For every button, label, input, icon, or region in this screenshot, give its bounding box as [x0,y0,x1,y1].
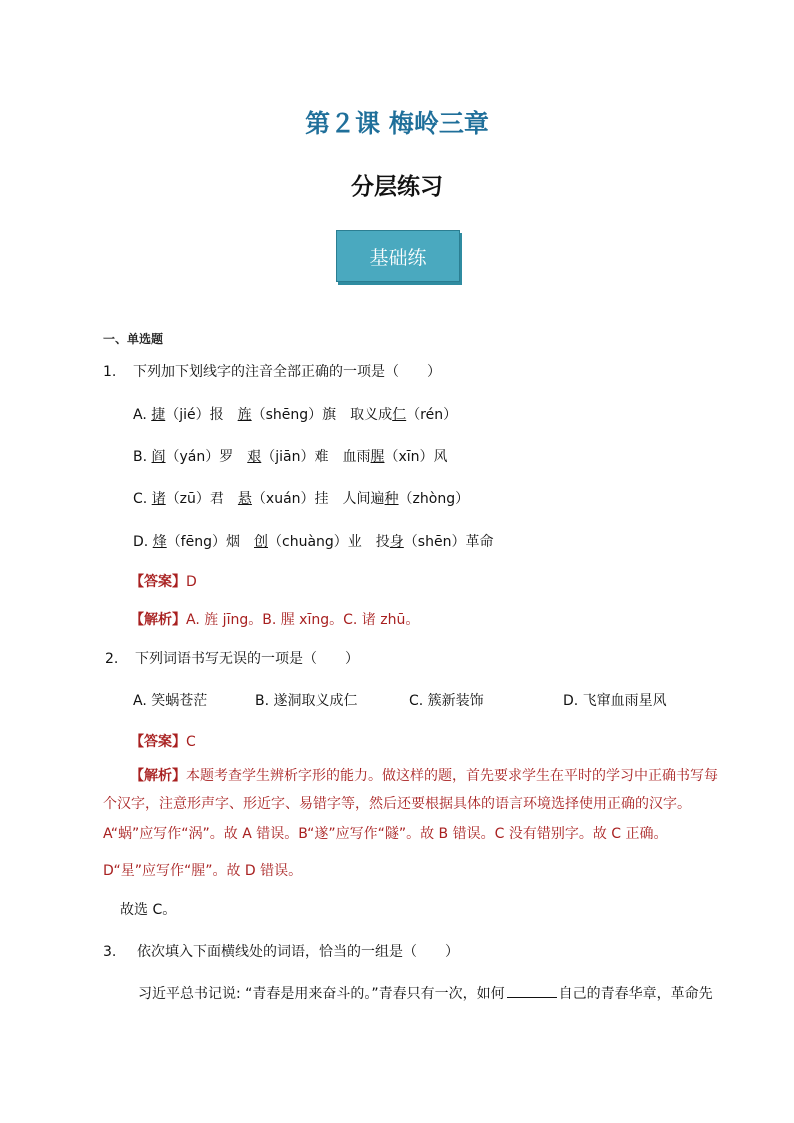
passage-text: 习近平总书记说: “青春是用来奋斗的。”青春只有一次，如何 [138,986,505,1002]
q1-option-c [133,488,469,508]
q1-analysis [130,609,419,629]
q2-option-b: B. 遂洞取义成仁 [255,693,358,709]
underlined-char: 创 [254,534,268,550]
pinyin: （yán）罗 [165,449,248,465]
answer-value: D [186,574,197,590]
underlined-char: 烽 [152,534,167,550]
pinyin: （xīn）风 [384,449,448,465]
underlined-char: 悬 [237,491,252,507]
underlined-char: 种 [384,491,399,507]
section-heading: 一、单选题 [103,332,164,346]
question-number: 1. [103,364,117,380]
underlined-char: 身 [389,534,404,550]
option-letter: B. [133,449,152,465]
underlined-char: 艰 [247,449,262,465]
underlined-char: 腥 [370,449,385,465]
pinyin: （xuán）挂 人间遍 [251,491,385,507]
pinyin: （chuàng）业 投 [268,534,390,550]
underlined-char: 捷 [151,407,166,423]
q2-option-d: D. 飞窜血雨星风 [563,693,667,709]
q2-option-a: A. 笑蜗苍茫 [133,693,208,709]
pinyin: （jié）报 [165,407,238,423]
answer-tag: 【答案】 [130,734,186,750]
pinyin: （zū）君 [165,491,238,507]
q2-conclusion: 故选 C。 [120,902,177,918]
page-subtitle: 分层练习 [351,174,443,200]
pinyin: （fēng）烟 [166,534,254,550]
q3-passage [138,983,713,1003]
passage-text: 自己的青春华章，革命先 [558,986,713,1002]
q2-option-c: C. 簇新装饰 [409,693,484,709]
question-stem: 下列词语书写无误的一项是（ ） [135,651,359,667]
q1-answer [130,571,197,591]
analysis-text: 本题考查学生辨析字形的能力。做这样的题，首先要求学生在平时的学习中正确书写每 [186,768,718,784]
q1-option-d [133,531,493,551]
answer-tag: 【答案】 [130,574,186,590]
q2-answer [130,731,196,751]
q2-analysis-line-2: 个汉字，注意形声字、形近字、易错字等，然后还要根据具体的语言环境选择使用正确的汉字。 [103,796,691,812]
q2-analysis-line-4: D“星”应写作“腥”。故 D 错误。 [103,863,303,879]
underlined-char: 仁 [392,407,407,423]
underlined-char: 旌 [237,407,252,423]
page-title: 第２课 梅岭三章 [305,109,489,138]
question-stem: 下列加下划线字的注音全部正确的一项是（ ） [133,364,441,380]
pinyin: （rén） [406,407,458,423]
level-badge: 基础练 [336,230,460,282]
q2-options [133,690,693,710]
fill-blank [507,983,557,998]
question-2 [105,648,359,668]
pinyin: （jiān）难 血雨 [261,449,371,465]
question-1 [103,361,441,381]
underlined-char: 诸 [151,491,166,507]
option-letter: C. [133,491,152,507]
pinyin: （zhòng） [398,491,470,507]
option-letter: A. [133,407,152,423]
answer-value: C [186,734,196,750]
question-number: 3. [103,944,117,960]
analysis-tag: 【解析】 [130,612,186,628]
underlined-char: 阎 [151,449,166,465]
analysis-tag: 【解析】 [130,768,186,784]
pinyin: （shēn）革命 [403,534,494,550]
question-stem: 依次填入下面横线处的词语，恰当的一组是（ ） [137,944,459,960]
q1-option-a [133,404,457,424]
question-number: 2. [105,651,119,667]
q1-option-b [133,446,448,466]
q2-analysis-line-3: A“蜗”应写作“涡”。故 A 错误。B“遂”应写作“隧”。故 B 错误。C 没有错别字。故 C 正确。 [103,826,668,842]
option-letter: D. [133,534,153,550]
question-3 [103,941,459,961]
pinyin: （shēng）旗 取义成 [251,407,393,423]
analysis-text: A. 旌 jīng。B. 腥 xīng。C. 诸 zhū。 [186,612,420,628]
q2-analysis-line-1 [130,765,718,785]
